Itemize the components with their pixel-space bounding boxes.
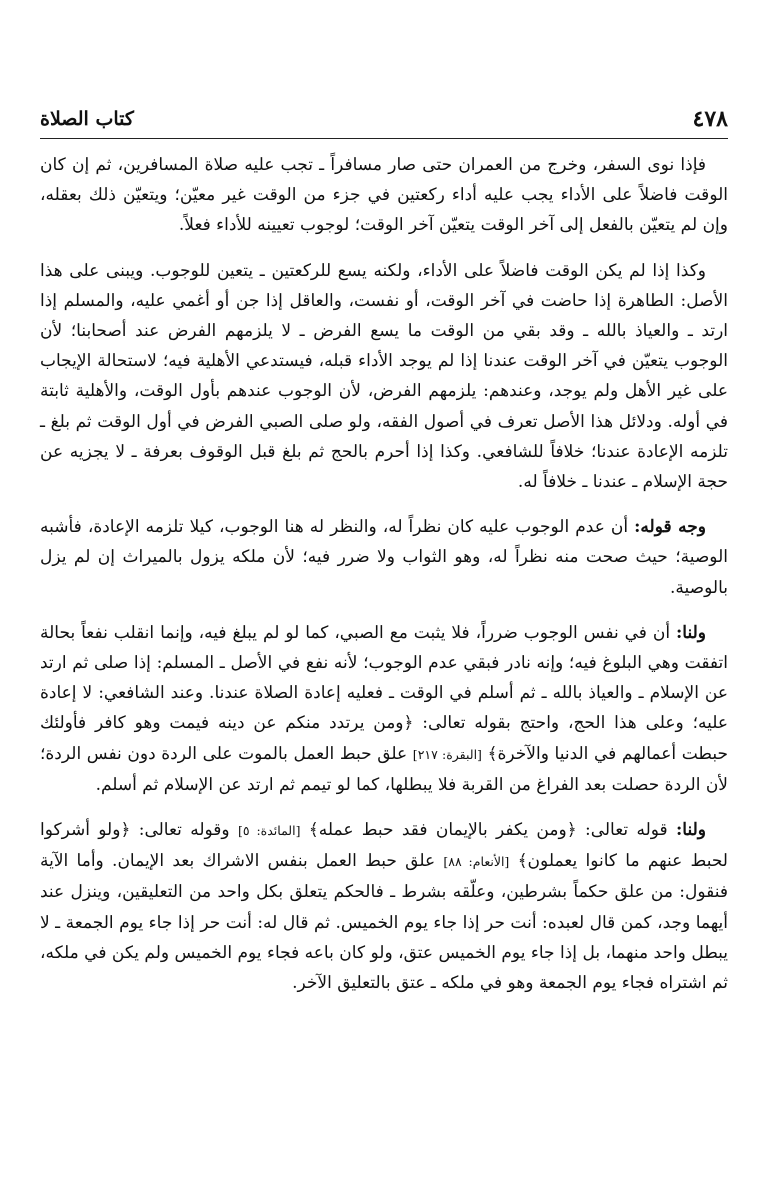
paragraph-text: قوله تعالى: ﴿ومن يكفر بالإيمان فقد حبط عمله﴾ (300, 820, 677, 841)
quran-reference: [البقرة: ٢١٧] (412, 746, 482, 762)
paragraph-text: فإذا نوى السفر، وخرج من العمران حتى صار مسافراً ـ تجب عليه صلاة المسافرين، ثم إن كان الوقت فاضلاً على الأداء يجب عليه أداء ركعتين في جزء من الوقت غير معيّن؛ ويتعيّن ذلك بعقله، وإن لم يتعيّن بالفعل إلى آخر الوقت يتعيّن آخر الوقت؛ لوجوب تعيينه للأداء فعلاً. (40, 155, 728, 236)
paragraph-lead: وجه قوله: (634, 517, 706, 538)
paragraph-text: علق حبط العمل بنفس الاشراك بعد الإيمان. وأما الآية فنقول: من علق حكماً بشرطين، وعلّقه بشرط ـ فالحكم يتعلق بكل واحد من التعليقين، وينزل عند أيهما وجد، كمن قال لعبده: أنت حر إذا جاء يوم الخميس. ثم قال له: أنت حر إذا جاء يوم الجمعة ـ لا يبطل واحد منهما، بل إذا جاء يوم الخميس عتق، ولو كان باعه فجاء يوم الخميس ولم يكن في ملكه، ثم اشتراه فجاء يوم الجمعة وهو في ملكه ـ عتق بالتعليق الآخر. (40, 851, 729, 994)
page-header (40, 104, 728, 139)
paragraph-text: أن في نفس الوجوب ضرراً، فلا يثبت مع الصبي، كما لو لم يبلغ فيه، وإنما انقلب نفعاً بحالة اتفقت وهي البلوغ فيه؛ وإنه نادر فبقي عدم الوجوب؛ لأنه نفع في الأصل ـ المسلم: إذا صلى ثم ارتد عن الإسلام ـ والعياذ بالله ـ ثم أسلم في الوقت ـ فعليه إعادة الصلاة عندنا. وعند الشافعي: لا إعادة عليه؛ وعلى هذا الحج، واحتج بقوله تعالى: ﴿ومن يرتدد منكم عن دينه فيمت وهو كافر فأولئك حبطت أعمالهم في الدنيا والآخرة﴾ (40, 622, 728, 764)
quran-reference: [المائدة: ٥] (237, 823, 301, 839)
paragraph-lead: ولنا: (676, 622, 706, 643)
main-text (40, 150, 728, 998)
paragraph-text: أن عدم الوجوب عليه كان نظراً له، والنظر له هنا الوجوب، كيلا تلزمه الإعادة، فأشبه الوصية؛ حيث صحت منه نظراً له، وهو الثواب ولا ضرر فيه؛ لأن ملكه يزول بالميراث إن لم يزل بالوصية. (40, 517, 728, 598)
paragraph-lead: ولنا: (676, 820, 706, 841)
paragraph-text: وكذا إذا لم يكن الوقت فاضلاً على الأداء، ولكنه يسع للركعتين ـ يتعين للوجوب. ويبنى على هذا الأصل: الطاهرة إذا حاضت في آخر الوقت، أو نفست، والعاقل إذا جن أو أغمي عليه، والمسلم إذا ارتد ـ والعياذ بالله ـ وقد بقي من الوقت ما يسع الفرض ـ لا يلزمهم الفرض عند أصحابنا؛ لأن الوجوب يتعيّن في آخر الوقت عندنا إذا لم يوجد الأداء قبله، فيستدعي الأهلية فيه؛ لاستحالة الإيجاب على غير الأهل ولم يوجد، وعندهم: يلزمهم الفرض، لأن الوجوب عندهم بأول الوقت، والأهلية ثابتة في أوله. ودلائل هذا الأصل تعرف في أصول الفقه، ولو صلى الصبي الفرض في أول الوقت ثم بلغ ـ تلزمه الإعادة عندنا؛ خلافاً للشافعي. وكذا إذا أحرم بالحج ثم بلغ قبل الوقوف بعرفة ـ لا يجزيه عن حجة الإسلام ـ عندنا ـ خلافاً له. (40, 260, 728, 493)
paragraph-text: وقوله تعالى: ﴿ولو أشركوا لحبط عنهم ما كانوا يعملون﴾ (40, 820, 728, 872)
paragraph-3 (40, 512, 728, 603)
page-number: ٤٧٨ (692, 106, 728, 132)
quran-reference: [الأنعام: ٨٨] (443, 854, 510, 870)
paragraph-4 (40, 618, 728, 800)
paragraph-2 (40, 256, 728, 498)
paragraph-1 (40, 150, 728, 241)
paragraph-5 (40, 815, 728, 998)
paragraph-text: علق حبط العمل بالموت على الردة دون نفس الردة؛ لأن الردة حصلت بعد الفراغ من القربة فلا يبطلها، كما لو تيمم ثم ارتد عن الإسلام ثم أسلم. (40, 743, 728, 795)
running-title: كتاب الصلاة (40, 108, 134, 130)
